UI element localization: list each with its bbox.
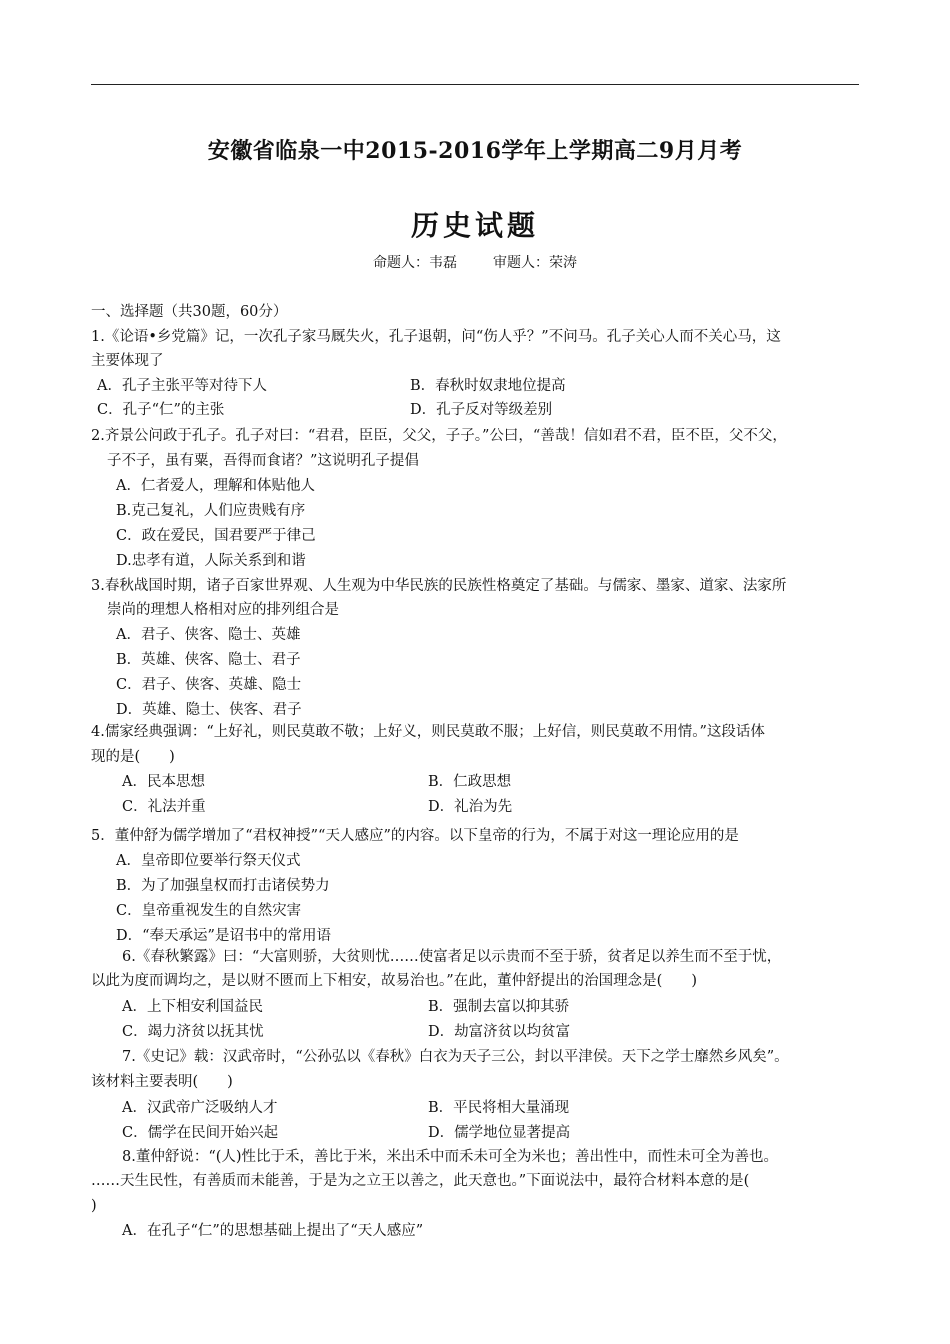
q3-option-c: C．君子、侠客、英雄、隐士 [116, 677, 302, 693]
q4-option-b: B．仁政思想 [428, 774, 512, 790]
section-heading: 一、选择题（共30题，60分） [91, 304, 288, 320]
q2-option-c: C．政在爱民，国君要严于律己 [116, 528, 316, 544]
q2-option-b: B.克己复礼，人们应贵贱有序 [116, 503, 306, 519]
q6-option-d: D．劫富济贫以均贫富 [428, 1024, 571, 1040]
q6-option-c: C．竭力济贫以抚其忧 [122, 1024, 264, 1040]
author-line [0, 252, 950, 272]
q7-option-a: A．汉武帝广泛吸纳人才 [122, 1100, 278, 1116]
q4-option-c: C．礼法并重 [122, 799, 206, 815]
setter-label: 命题人：韦磊 [373, 255, 457, 271]
q8-option-a: A．在孔子“仁”的思想基础上提出了“天人感应” [122, 1223, 424, 1239]
top-rule [91, 84, 859, 85]
q2-option-a: A．仁者爱人，理解和体贴他人 [116, 478, 315, 494]
q1-option-d: D．孔子反对等级差别 [410, 402, 553, 418]
q7-option-d: D．儒学地位显著提高 [428, 1125, 571, 1141]
q1-option-b: B．春秋时奴隶地位提高 [410, 378, 566, 394]
q8-stem-line2: ……天生民性，有善质而未能善，于是为之立王以善之，此天意也。”下面说法中，最符合材料本意的是( [91, 1173, 750, 1189]
q7-option-b: B．平民将相大量涌现 [428, 1100, 570, 1116]
q5-stem: 5．董仲舒为儒学增加了“君权神授”“天人感应”的内容。以下皇帝的行为，不属于对这一理论应用的是 [91, 828, 739, 844]
q1-option-c: C．孔子“仁”的主张 [97, 402, 225, 418]
q4-option-a: A．民本思想 [122, 774, 205, 790]
q4-stem-line1: 4.儒家经典强调：“上好礼，则民莫敢不敬；上好义，则民莫敢不服；上好信，则民莫敢不用情。”这段话体 [91, 724, 765, 740]
q5-option-d: D．“奉天承运”是诏书中的常用语 [116, 928, 331, 944]
q8-stem-line3: ) [91, 1198, 97, 1214]
q7-stem-line2: 该材料主要表明( ) [91, 1074, 233, 1090]
q1-stem-line2: 主要体现了 [91, 353, 164, 369]
q3-option-d: D．英雄、隐士、侠客、君子 [116, 702, 302, 718]
q3-option-a: A．君子、侠客、隐士、英雄 [116, 627, 301, 643]
q6-stem-line2: 以此为度而调均之，是以财不匮而上下相安，故易治也。”在此，董仲舒提出的治国理念是( ) [91, 973, 697, 989]
q1-option-a: A．孔子主张平等对待下人 [97, 378, 267, 394]
q3-stem-line1: 3.春秋战国时期，诸子百家世界观、人生观为中华民族的民族性格奠定了基础。与儒家、墨家、道家、法家所 [91, 578, 787, 594]
q2-stem-line2: 子不子，虽有粟，吾得而食诸？”这说明孔子提倡 [107, 453, 419, 469]
exam-title: 安徽省临泉一中2015-2016学年上学期高二9月月考 [207, 138, 743, 164]
q5-option-c: C．皇帝重视发生的自然灾害 [116, 903, 302, 919]
q5-option-a: A．皇帝即位要举行祭天仪式 [116, 853, 301, 869]
q6-option-b: B．强制去富以抑其骄 [428, 999, 570, 1015]
subject-title: 历史试题 [410, 209, 539, 242]
q6-stem-line1: 6.《春秋繁露》曰：“大富则骄，大贫则忧……使富者足以示贵而不至于骄，贫者足以养生而不至于忧， [122, 949, 782, 965]
reviewer-label: 审题人：荣涛 [493, 255, 577, 271]
q4-stem-line2: 现的是( ) [91, 749, 175, 765]
q3-stem-line2: 崇尚的理想人格相对应的排列组合是 [107, 602, 339, 618]
q5-option-b: B．为了加强皇权而打击诸侯势力 [116, 878, 330, 894]
q6-option-a: A．上下相安利国益民 [122, 999, 263, 1015]
q3-option-b: B．英雄、侠客、隐士、君子 [116, 652, 301, 668]
q2-option-d: D.忠孝有道，人际关系到和谐 [116, 553, 306, 569]
q8-stem-line1: 8.董仲舒说：“(人)性比于禾，善比于米，米出禾中而禾未可全为米也；善出性中，而性未可全为善也。 [122, 1149, 779, 1165]
q7-option-c: C．儒学在民间开始兴起 [122, 1125, 279, 1141]
q1-stem-line1: 1.《论语•乡党篇》记，一次孔子家马厩失火，孔子退朝，问“伤人乎？”不问马。孔子关心人而不关心马，这 [91, 329, 781, 345]
q2-stem-line1: 2.齐景公问政于孔子。孔子对曰：“君君，臣臣，父父，子子。”公曰，“善哉！信如君不君，臣不臣，父不父， [91, 428, 787, 444]
q4-option-d: D．礼治为先 [428, 799, 513, 815]
q7-stem-line1: 7.《史记》载：汉武帝时，“公孙弘以《春秋》白衣为天子三公，封以平津侯。天下之学士靡然乡风矣”。 [122, 1049, 789, 1065]
